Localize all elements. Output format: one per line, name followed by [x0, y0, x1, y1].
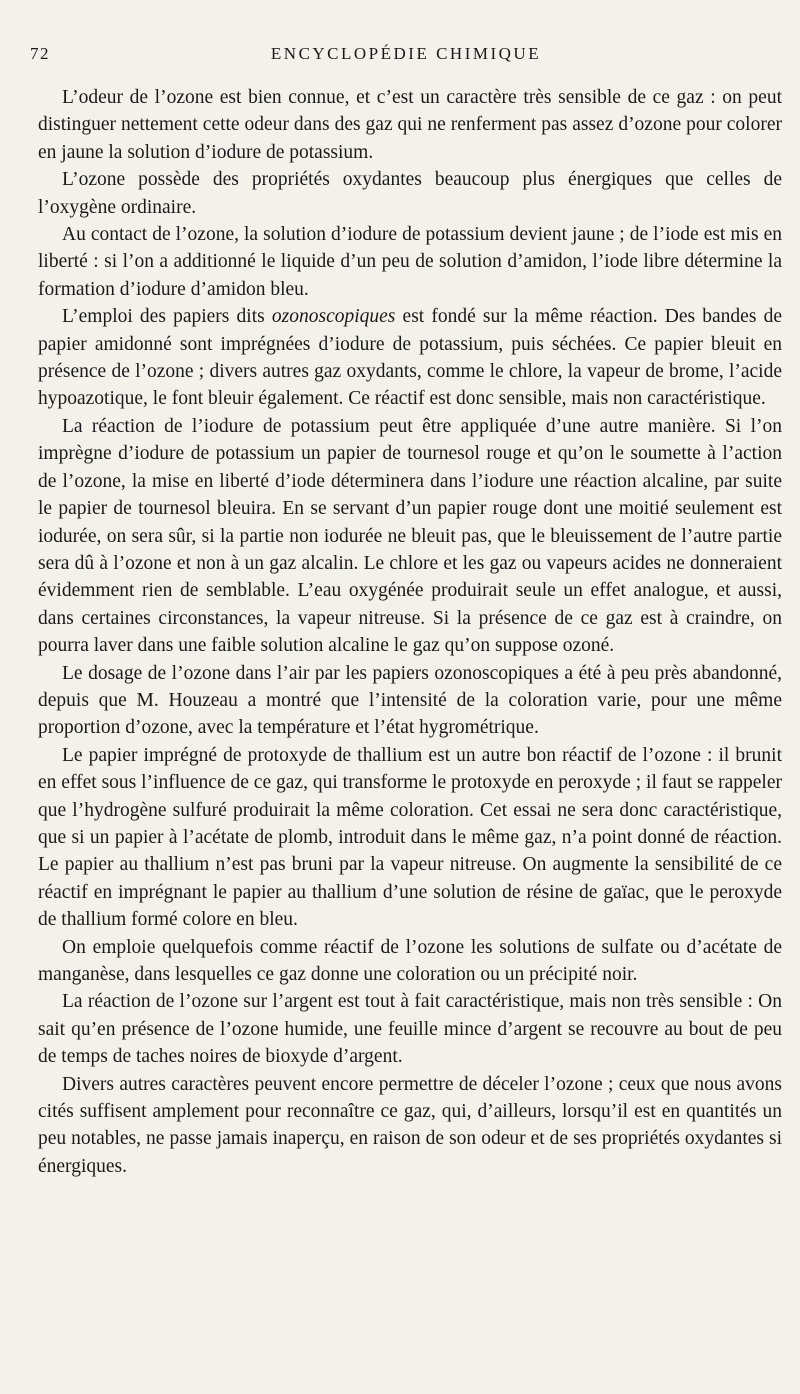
paragraph-litmus-reaction: La réaction de l’iodure de potassium peut être appliquée d’une autre manière. Si l’on imprègne d’iodure de potassium un papier de tournesol rouge et qu’on le soumette à l’action de l’ozone, la mise en liberté d’iode déterminera dans l’iodure une réaction alcaline, par suite le papier de tournesol bleuira. En se servant d’un papier rouge dont une moitié seulement est iodurée, on sera sûr, si la partie non iodurée ne bleuit pas, que le bleuissement de l’autre partie sera dû à l’ozone et non à un gaz alcalin. Le chlore et les gaz ou vapeurs acides ne donneraient évidemment rien de semblable. L’eau oxygénée produirait seule un effet analogue, et aussi, dans certaines circonstances, la vapeur nitreuse. Si la présence de ce gaz est à craindre, on pourra laver dans une faible solution alcaline le gaz qu’on suppose ozoné. [38, 415, 782, 657]
paragraph-silver: La réaction de l’ozone sur l’argent est tout à fait caractéristique, mais non très sensible : On sait qu’en présence de l’ozone humide, une feuille mince d’argent se recouvre au bout de peu de temps de taches noires de bioxyde d’argent. [38, 991, 782, 1068]
running-head [30, 44, 782, 68]
paragraph-ozonoscopic-text-after: est fondé sur la même réaction. Des bandes de papier amidonné sont imprégnées d’iodure de potassium, puis séchées. Ce papier bleuit en présence de l’ozone ; divers autres gaz oxydants, comme le chlore, la vapeur de brome, l’acide hypoazotique, le font bleuir également. Ce réactif est donc sensible, mais non caractéristique. [38, 306, 782, 410]
paragraph-thallium-paper: Le papier imprégné de protoxyde de thallium est un autre bon réactif de l’ozone : il brunit en effet sous l’influence de ce gaz, qui transforme le protoxyde en peroxyde ; il faut se rappeler que l’hydrogène sulfuré produirait la même coloration. Cet essai ne sera donc caractéristique, que si un papier à l’acétate de plomb, introduit dans le même gaz, n’a point donné de réaction. Le papier au thallium n’est pas bruni par la vapeur nitreuse. On augmente la sensibilité de ce réactif en imprégnant le papier au thallium d’une solution de résine de gaïac, que le peroxyde de thallium formé colore en bleu. [38, 744, 782, 931]
text-body [38, 84, 782, 1180]
page-number: 72 [30, 44, 50, 63]
running-title: ENCYCLOPÉDIE CHIMIQUE [270, 44, 542, 63]
term-ozonoscopiques: ozonoscopiques [271, 306, 396, 328]
paragraph-ozonoscopic-text-before: L’emploi des papiers dits [62, 306, 272, 328]
paragraph-oxidizing-properties: L’ozone possède des propriétés oxydantes beaucoup plus énergiques que celles de l’oxygène ordinaire. [38, 169, 782, 218]
paragraph-manganese: On emploie quelquefois comme réactif de l’ozone les solutions de sulfate ou d’acétate de manganèse, dans lesquelles ce gaz donne une coloration ou un précipité noir. [38, 936, 782, 985]
paragraph-ozonoscopic-papers [38, 303, 782, 413]
paragraph-conclusion: Divers autres caractères peuvent encore permettre de déceler l’ozone ; ceux que nous avons cités suffisent amplement pour reconnaître ce gaz, qui, d’ailleurs, lorsqu’il est en quantités un peu notables, ne passe jamais inaperçu, en raison de son odeur et de ses propriétés oxydantes si énergiques. [38, 1073, 782, 1177]
paragraph-iodide-reaction: Au contact de l’ozone, la solution d’iodure de potassium devient jaune ; de l’iode est mis en liberté : si l’on a additionné le liquide d’un peu de solution d’amidon, l’iode libre détermine la formation d’iodure d’amidon bleu. [38, 224, 782, 300]
paragraph-odor: L’odeur de l’ozone est bien connue, et c’est un caractère très sensible de ce gaz : on peut distinguer nettement cette odeur dans des gaz qui ne renferment pas assez d’ozone pour colorer en jaune la solution d’iodure de potassium. [38, 87, 782, 163]
paragraph-dosage: Le dosage de l’ozone dans l’air par les papiers ozonoscopiques a été à peu près abandonné, depuis que M. Houzeau a montré que l’intensité de la coloration varie, pour une même proportion d’ozone, avec la température et l’état hygrométrique. [38, 662, 782, 739]
